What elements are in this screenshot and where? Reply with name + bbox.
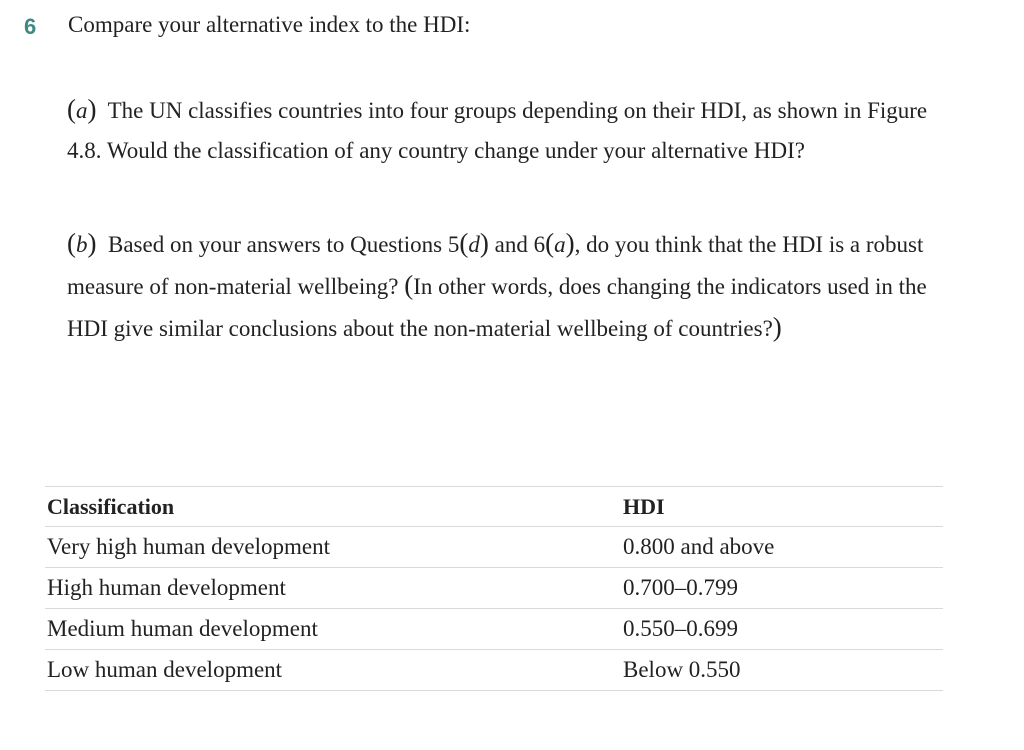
table-cell-hdi: 0.800 and above <box>621 527 943 568</box>
table-cell-classification: Low human development <box>45 650 621 691</box>
part-b-text-2: and 6 <box>494 232 546 257</box>
part-b-close-paren: ) <box>87 228 97 258</box>
table-cell-hdi: 0.700–0.799 <box>621 568 943 609</box>
table-row <box>45 609 943 650</box>
part-b-label: b <box>76 232 88 257</box>
part-a-open-paren: ( <box>67 94 76 124</box>
table-row <box>45 527 943 568</box>
part-b-text-1: Based on your answers to Questions 5 <box>108 232 460 257</box>
header-hdi: HDI <box>621 487 943 527</box>
table-row <box>45 568 943 609</box>
part-a-label: a <box>76 98 88 123</box>
part-a-close-paren: ) <box>87 94 97 124</box>
part-b-open-paren: ( <box>67 228 76 258</box>
part-a-text: The UN classifies countries into four groups depending on their HDI, as shown in Figure 4.8. Would the classification of any country change under your alternative HDI? <box>67 98 928 163</box>
table-cell-hdi: 0.550–0.699 <box>621 609 943 650</box>
question-number: 6 <box>24 14 37 39</box>
part-b-ref-2: a <box>554 232 566 257</box>
table-header-row <box>45 487 943 527</box>
table-cell-classification: Medium human development <box>45 609 621 650</box>
hdi-classification-table <box>45 486 943 691</box>
part-a <box>67 89 967 171</box>
part-b-aside: In other words, does changing the indicators used in the HDI give similar conclusions about the non-material wellbeing of countries? <box>67 274 927 341</box>
table-cell-classification: High human development <box>45 568 621 609</box>
header-classification: Classification <box>45 487 621 527</box>
table-cell-classification: Very high human development <box>45 527 621 568</box>
part-b-text-3: , do you think that the HDI is a robust measure of non-material wellbeing? <box>67 232 924 299</box>
part-b: (b) Based on your answers to Questions 5(d) and 6(a), do you think that the HDI is a robust measure of non-material wellbeing? (In other words, does changing the indicators used in the HDI give similar conclusions about the non-material wellbeing of countries?) <box>67 228 927 342</box>
part-b-ref-1: d <box>468 232 480 257</box>
table-row <box>45 650 943 691</box>
question-text: Compare your alternative index to the HDI: <box>68 12 471 37</box>
table-cell-hdi: Below 0.550 <box>621 650 943 691</box>
